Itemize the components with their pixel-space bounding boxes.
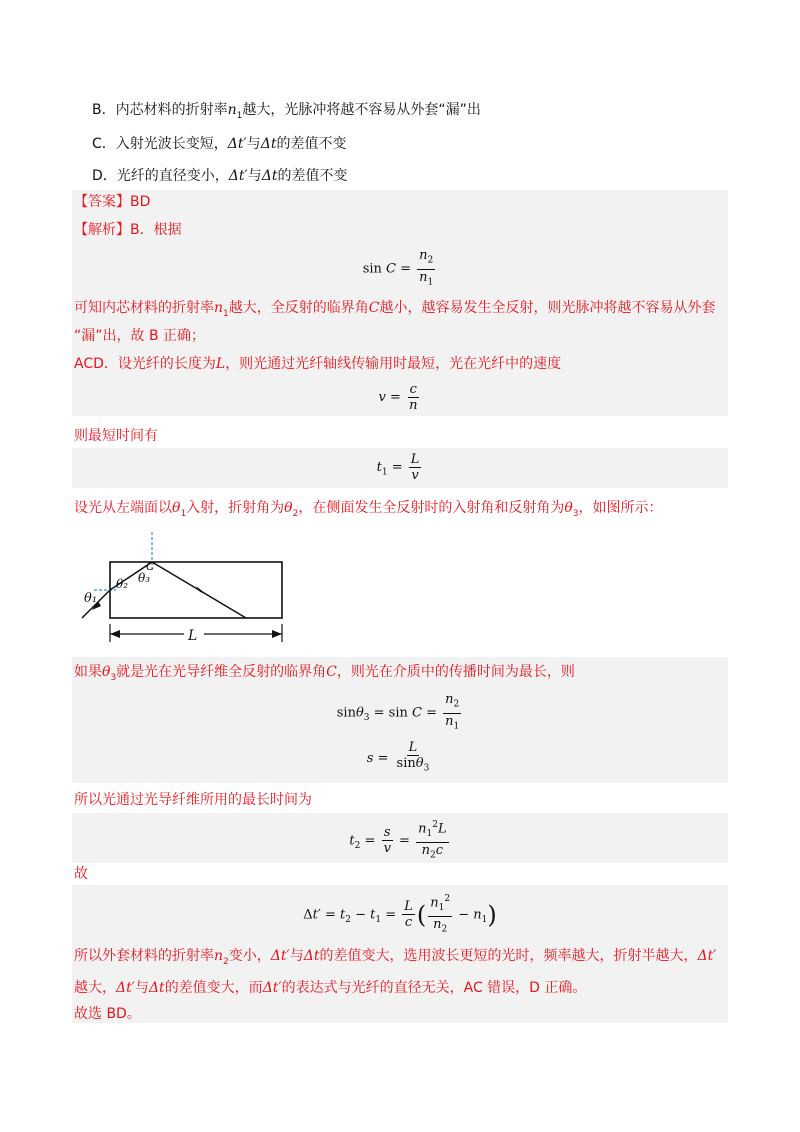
label-theta1: θ₁: [84, 591, 98, 606]
analysis-intro: 【解析】B．根据: [74, 222, 182, 238]
label-c: C: [146, 560, 155, 573]
formula-v: v = $\frac{c}{n}$: [378, 382, 418, 413]
option-b: B．内芯材料的折射率$n_1$越大，光脉冲将越不容易从外套“漏”出: [92, 102, 481, 121]
analysis-p2: ACD．设光纤的长度为L，则光通过光纤轴线传输用时最短，光在光纤中的速度: [74, 356, 562, 372]
fiber-diagram: [76, 530, 296, 646]
formula-sinc: sin C = $\frac{n_2}{n_1}$: [362, 248, 434, 288]
label-theta2: θ₂: [116, 577, 129, 591]
analysis-p10: 故选 BD。: [74, 1006, 141, 1022]
analysis-p1: 可知内芯材料的折射率$n_1$越大，全反射的临界角C越小，越容易发生全反射，则光脉冲将越不容易从外套: [74, 300, 716, 319]
formula-delta-t: $\Delta t' = t_2 - t_1$ = $\frac{L}{c}$ ( $\frac{n_1^2}{n_2}$ − $n_1$): [303, 894, 497, 935]
option-d: D．光纤的直径变小，Δt′与Δt的差值不变: [92, 168, 348, 184]
analysis-p3: 则最短时间有: [74, 428, 158, 444]
formula-sin-theta3: sinθ$_3$ = sin C = $\frac{n_2}{n_1}$: [336, 692, 460, 732]
analysis-p4: 设光从左端面以$\theta_1$入射，折射角为$\theta_2$，在侧面发生全反射时的入射角和反射角为$\theta_3$，如图所示：: [74, 500, 663, 519]
answer-line: 【答案】BD: [74, 194, 151, 210]
option-c: C．入射光波长变短，Δt′与Δt的差值不变: [92, 136, 347, 152]
label-theta3: θ₃: [138, 571, 151, 585]
analysis-p9: 越大，Δt′与Δt的差值变大，而Δt′的表达式与光纤的直径无关，AC 错误，D 正确。: [74, 980, 587, 996]
formula-t1: $t_1$ = $\frac{L}{v}$: [376, 452, 420, 483]
analysis-p1-cont: “漏”出，故 B 正确；: [74, 328, 206, 344]
analysis-p8: 所以外套材料的折射率$n_2$变小，Δt′与Δt的差值变大，选用波长更短的光时，频率越大，折射半越大，Δt′: [74, 948, 717, 967]
analysis-p6: 所以光通过光导纤维所用的最长时间为: [74, 792, 312, 808]
analysis-p7: 故: [74, 866, 88, 882]
analysis-p5: 如果$\theta_3$就是光在光导纤维全反射的临界角C，则光在介质中的传播时间为最长，则: [74, 664, 575, 683]
formula-s: s = $\frac{L}{\sin\theta_3}$: [366, 740, 430, 774]
formula-t2: $t_2$ = $\frac{s}{v}$ = $\frac{n_1^2L}{n_2c}$: [349, 820, 447, 861]
label-length: L: [188, 628, 198, 644]
fiber-rect: [110, 562, 282, 618]
